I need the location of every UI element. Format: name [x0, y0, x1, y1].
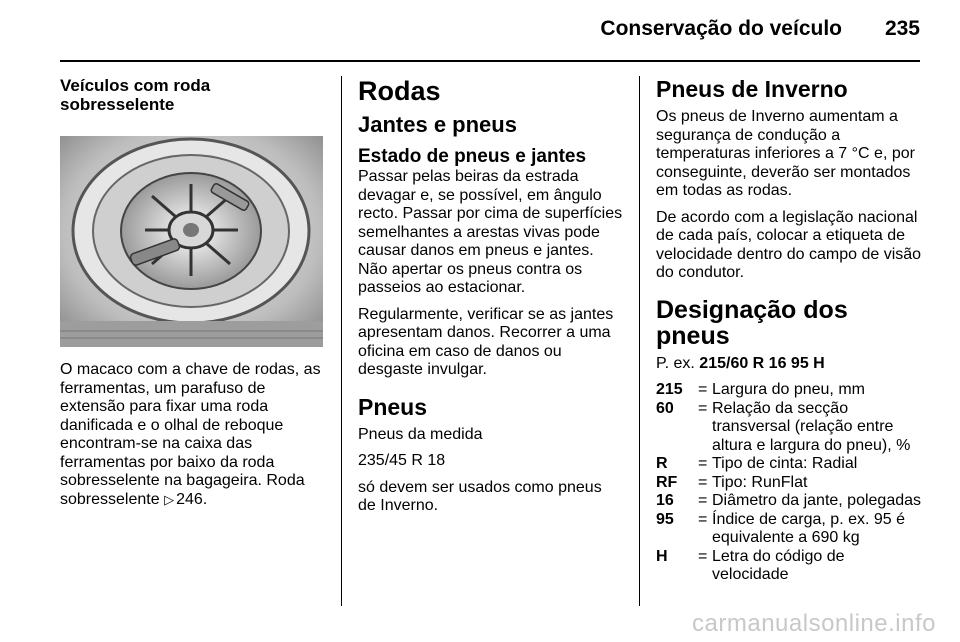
heading-jantes-pneus: Jantes e pneus [358, 112, 517, 137]
spec-value: Largura do pneu, mm [712, 381, 865, 398]
spec-equals: = [698, 510, 708, 528]
spec-key: 95 [656, 510, 674, 528]
spec-value: Diâmetro da jante, polegadas [712, 492, 922, 509]
spec-key: 215 [656, 381, 683, 398]
paragraph-tyre-size: 235/45 R 18 [358, 452, 446, 469]
example-line [656, 355, 924, 374]
tyre-spec-list [656, 381, 924, 585]
spare-wheel-illustration [60, 136, 323, 347]
spec-key: 60 [656, 399, 674, 417]
spec-value: Relação da secção transversal (relação entre altura e largura do pneu), % [712, 399, 911, 454]
spec-key: H [656, 547, 668, 565]
spec-equals: = [698, 455, 708, 472]
heading-pneus: Pneus [358, 393, 428, 420]
heading-pneus-inverno: Pneus de Inverno [656, 76, 848, 102]
column-1 [60, 76, 325, 517]
spec-value: Índice de carga, p. ex. 95 é equivalente a 690 kg [712, 510, 906, 546]
spec-row [656, 381, 924, 400]
spec-key: 16 [656, 492, 674, 509]
heading-rodas: Rodas [358, 76, 441, 106]
page-number: 235 [884, 17, 920, 40]
paragraph-estado-2: Regularmente, verificar se as jantes apresentam danos. Recorrer a uma oficina em caso de danos ou desgaste invulgar. [358, 305, 614, 378]
spec-value: Tipo: RunFlat [712, 473, 808, 491]
header-title: Conservação do veículo [600, 17, 842, 40]
example-prefix: P. ex. [656, 354, 695, 372]
spec-equals: = [698, 492, 708, 509]
paragraph-estado-1: Passar pelas beiras da estrada devagar e, se possível, em ângulo recto. Passar por cima de superfícies semelhantes a arestas vivas pode causar danos em pneus e jantes. Não apertar os pneus contra os passeios ao estacionar. [358, 168, 623, 296]
column-3 [656, 76, 924, 585]
spec-equals: = [698, 547, 708, 565]
column-divider-2 [639, 76, 640, 606]
heading-designacao: Designação dos pneus [656, 295, 848, 350]
paragraph-pneus-medida: Pneus da medida [358, 425, 483, 443]
header-rule [60, 60, 920, 62]
spec-row [656, 400, 924, 456]
spec-key: R [656, 455, 668, 472]
spec-key: RF [656, 473, 678, 491]
spec-equals: = [698, 381, 708, 398]
caption-text: O macaco com a chave de rodas, as ferramentas, um parafuso de extensão para fixar uma roda danificada e o olhal de reboque encontram-se na caixa das ferramentas por baixo da roda sobresselente na bagageira. Roda sobresselente [60, 361, 321, 508]
spec-row [656, 511, 924, 548]
caption-reference[interactable]: 246. [176, 490, 208, 508]
spec-row [656, 492, 924, 511]
spec-equals: = [698, 473, 708, 491]
example-value: 215/60 R 16 95 H [699, 354, 825, 372]
paragraph-winter-only: só devem ser usados como pneus de Inverno. [358, 478, 602, 514]
page-header [0, 0, 960, 60]
spec-row [656, 474, 924, 493]
paragraph-inverno-1: Os pneus de Inverno aumentam a segurança de condução a temperaturas inferiores a 7 °C e, por conseguinte, deverão ser montados em todas as rodas. [656, 108, 915, 199]
spec-value: Tipo de cinta: Radial [712, 455, 858, 472]
spare-wheel-caption [60, 361, 325, 509]
spec-value: Letra do código de velocidade [712, 547, 845, 583]
column-2 [358, 76, 623, 524]
heading-estado-pneus: Estado de pneus e jantes [358, 146, 587, 167]
spec-row [656, 548, 924, 585]
section-title-spare-wheel: Veículos com roda sobresselente [60, 76, 211, 114]
spec-row [656, 455, 924, 474]
spare-wheel-photo [60, 136, 323, 347]
footer-watermark: carmanualsonline.info [692, 610, 936, 637]
paragraph-inverno-2: De acordo com a legislação nacional de cada país, colocar a etiqueta de velocidade dentro do campo de visão do condutor. [656, 208, 922, 281]
reference-arrow-icon: ▷ [164, 491, 175, 507]
spec-equals: = [698, 399, 708, 417]
column-divider-1 [341, 76, 342, 606]
